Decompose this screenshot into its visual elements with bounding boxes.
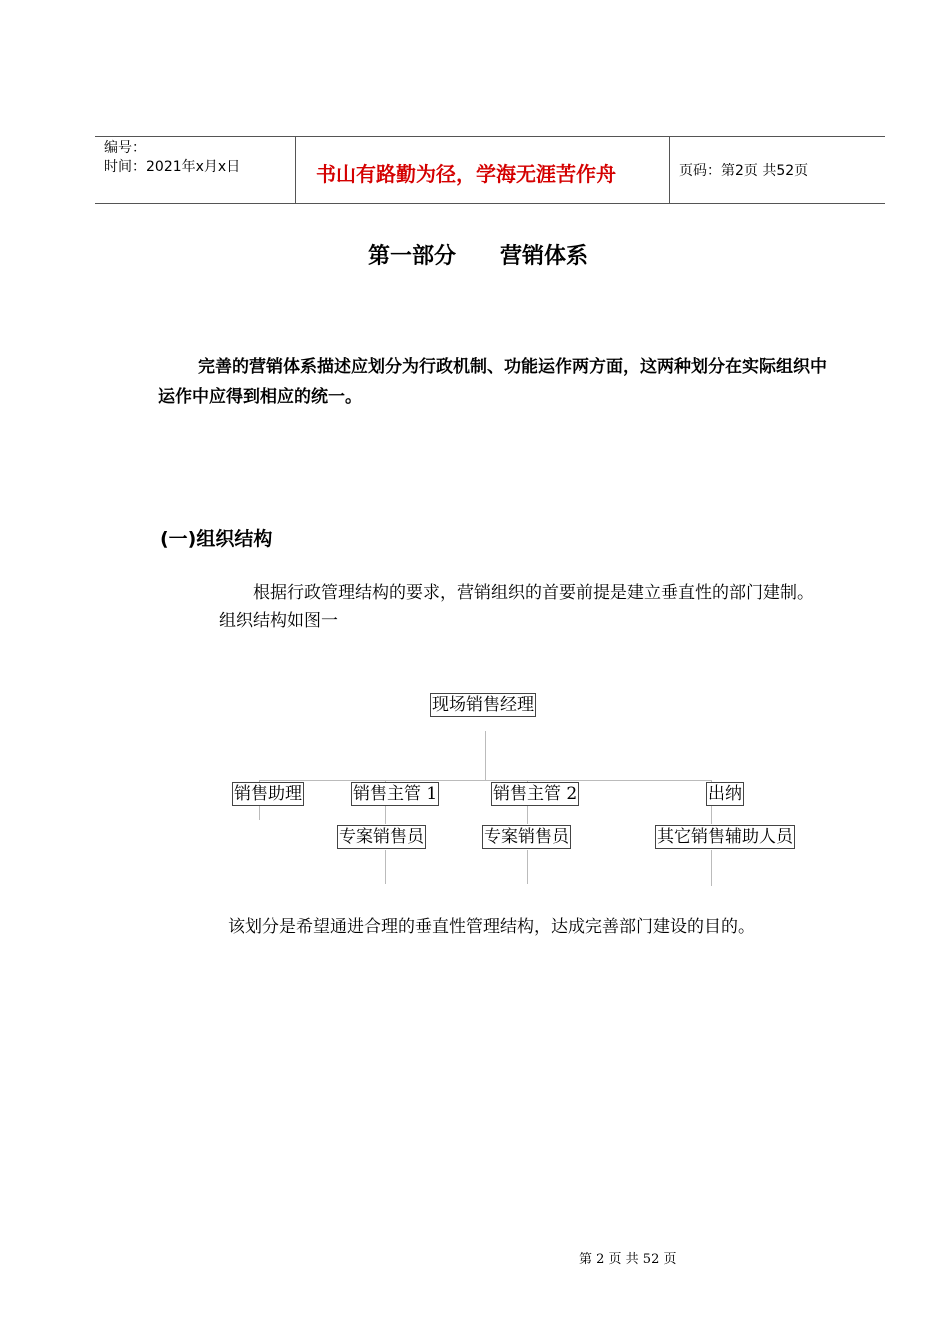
- org-node-specialist-2: 专案销售员: [484, 827, 569, 847]
- header-divider-right: [669, 136, 670, 204]
- intro-text: 完善的营销体系描述应划分为行政机制、功能运作两方面，这两种划分在实际组织中运作中应得到相应的统一。: [158, 357, 827, 407]
- page-footer: 第 2 页 共 52 页: [579, 1252, 677, 1267]
- org-connector-specialist2-down: [527, 850, 528, 884]
- org-node-root: 现场销售经理: [432, 695, 534, 715]
- conclusion-text: 该划分是希望通进合理的垂直性管理结构，达成完善部门建设的目的。: [228, 917, 755, 937]
- org-node-supervisor-2: 销售主管 2: [493, 784, 578, 804]
- org-node-specialist-1: 专案销售员: [339, 827, 424, 847]
- header-motto: 书山有路勤为径，学海无涯苦作舟: [316, 162, 616, 186]
- header-top-rule: [95, 136, 885, 137]
- org-connector-horizontal: [259, 780, 712, 781]
- section-heading: (一)组织结构: [160, 528, 273, 550]
- header-bottom-rule: [95, 203, 885, 204]
- org-node-cashier: 出纳: [708, 784, 742, 804]
- org-connector-cashier-down: [711, 806, 712, 824]
- header-time-label: 时间：2021年x月x日: [104, 159, 241, 175]
- org-connector-root-down: [485, 731, 486, 781]
- section-paragraph: [219, 579, 824, 635]
- org-connector-support-down: [711, 850, 712, 886]
- org-connector-supervisor2-down: [527, 806, 528, 824]
- header-page-info: 页码：第2页 共52页: [679, 163, 809, 179]
- org-connector-specialist1-down: [385, 850, 386, 884]
- header-divider-left: [295, 136, 296, 204]
- org-node-supervisor-1: 销售主管 1: [353, 784, 438, 804]
- header-number-label: 编号：: [104, 140, 146, 156]
- org-node-support-staff: 其它销售辅助人员: [657, 827, 793, 847]
- section-paragraph-text: 根据行政管理结构的要求，营销组织的首要前提是建立垂直性的部门建制。组织结构如图一: [219, 583, 814, 631]
- org-connector-supervisor1-down: [385, 806, 386, 824]
- org-node-sales-assistant: 销售助理: [234, 784, 302, 804]
- page-title: 第一部分 营销体系: [368, 244, 589, 269]
- org-connector-assistant-down: [259, 806, 260, 820]
- intro-paragraph: [158, 352, 830, 412]
